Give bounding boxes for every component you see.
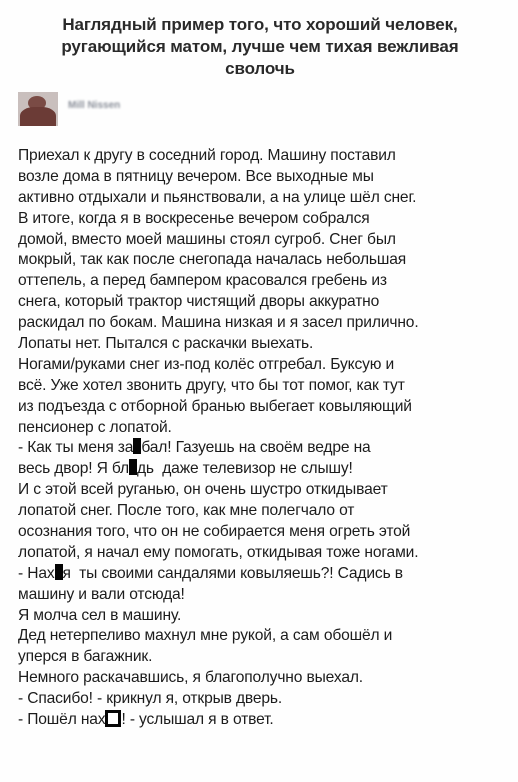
censored-line-start: весь двор! Я бл [18, 460, 129, 478]
censored-line-end: бал! Газуешь на своём ведре на [141, 439, 371, 457]
censored-line [18, 438, 516, 459]
story-line: Лопаты нет. Пытался с раскачки выехать. [18, 335, 314, 353]
story-line: всё. Уже хотел звонить другу, что бы тот помог, как тут [18, 376, 405, 394]
censored-line-end: ! - услышал я в ответ. [121, 711, 274, 729]
censored-line [18, 564, 516, 585]
story-line: Я молча сел в машину. [18, 606, 182, 624]
censor-bar [129, 459, 137, 475]
story-line: активно отдыхали и пьянствовали, а на улице шёл снег. [18, 188, 417, 206]
story-line: - Спасибо! - крикнул я, открыв дверь. [18, 690, 283, 708]
censored-line-start: - Нах [18, 564, 55, 582]
story-line: Дед нетерпеливо махнул мне рукой, а сам обошёл и [18, 627, 393, 645]
story-line: мокрый, так как после снегопада началась небольшая [18, 251, 407, 269]
story-line: осознания того, что он не собирается меня огреть этой [18, 523, 411, 541]
story-line: из подъезда с отборной бранью выбегает ковыляющий [18, 397, 412, 415]
story-line: возле дома в пятницу вечером. Все выходные мы [18, 167, 374, 185]
post-title: Наглядный пример того, что хороший человек, ругающийся матом, лучше чем тихая вежливая сволочь [61, 15, 459, 78]
story-line: Немного раскачавшись, я благополучно выехал. [18, 669, 363, 687]
story-line: снега, который трактор чистящий дворы аккуратно [18, 293, 380, 311]
censor-box [105, 710, 121, 727]
story-line: оттепель, а перед бампером красовался гребень из [18, 272, 387, 290]
story-line: пенсионер с лопатой. [18, 418, 172, 436]
censor-bar [55, 564, 63, 580]
censored-line [18, 710, 516, 731]
story-line: машину и вали отсюда! [18, 585, 185, 603]
story-line: лопатой снег. После того, как мне полегчало от [18, 502, 355, 520]
author-name[interactable]: Mill Nissen [68, 100, 121, 111]
censored-line [18, 459, 516, 480]
story-line: Ногами/руками снег из-под колёс отгребал. Буксую и [18, 355, 395, 373]
story-line: уперся в багажник. [18, 648, 153, 666]
censored-line-end: я ты своими сандалями ковыляешь?! Садись в [62, 564, 403, 582]
story-line: Приехал к другу в соседний город. Машину поставил [18, 147, 396, 164]
story-text [18, 146, 516, 731]
story-line: В итоге, когда я в воскресенье вечером собрался [18, 209, 370, 227]
avatar[interactable] [18, 92, 58, 126]
avatar-body-shape [20, 107, 56, 126]
author-row [18, 92, 218, 126]
story-line: раскидал по бокам. Машина низкая и я засел прилично. [18, 314, 419, 332]
story-line: домой, вместо моей машины стоял сугроб. Снег был [18, 230, 396, 248]
story-line: И с этой всей руганью, он очень шустро откидывает [18, 481, 388, 499]
censored-line-start: - Как ты меня за [18, 439, 134, 457]
censored-line-start: - Пошёл нах [18, 711, 106, 729]
story-line: лопатой, я начал ему помогать, откидывая тоже ногами. [18, 543, 419, 561]
censored-line-end: дь даже телевизор не слышу! [136, 460, 353, 478]
